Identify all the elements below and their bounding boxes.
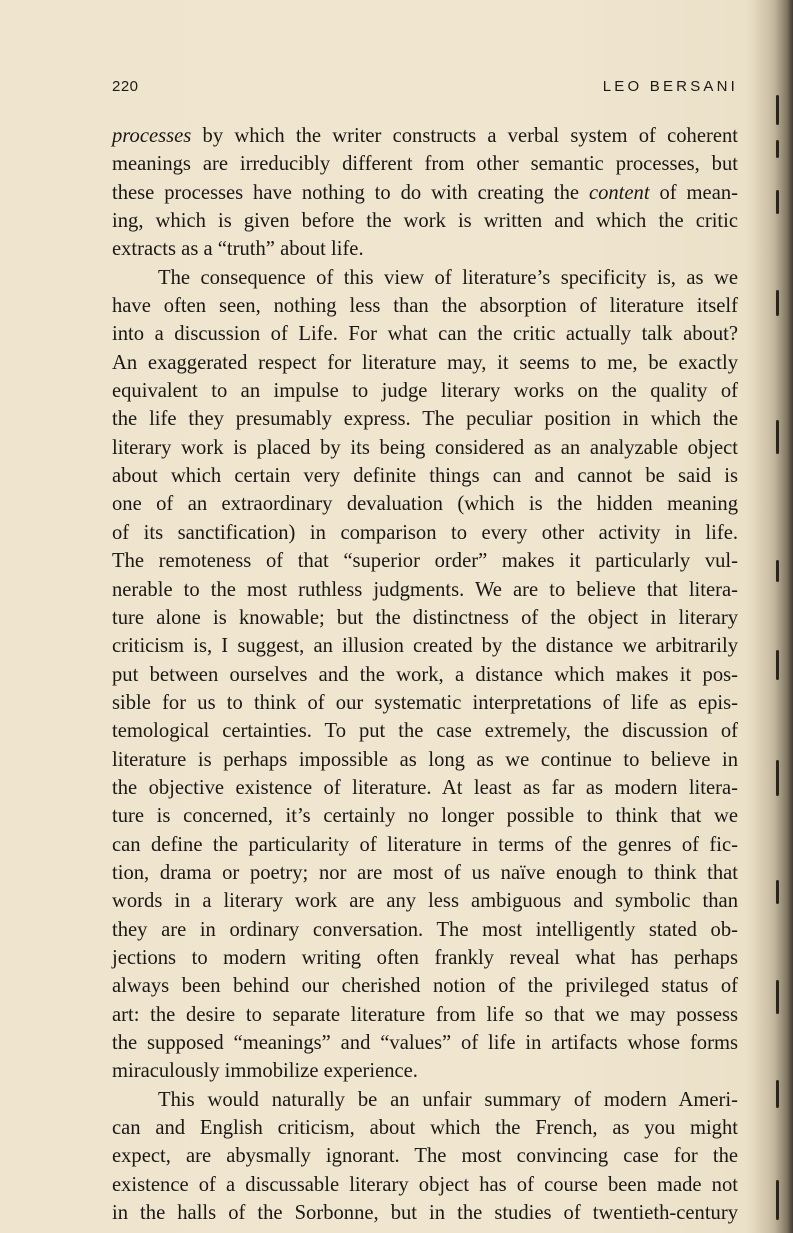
italic-term: processes xyxy=(112,125,192,147)
text-line: The consequence of this view of literature’s specificity is, as we xyxy=(158,266,738,289)
text-line: ing, which is given before the work is written and which the critic xyxy=(112,210,738,233)
running-head: LEO BERSANI xyxy=(602,78,738,95)
text-line: ture is concerned, it’s certainly no longer possible to think that we xyxy=(112,805,738,828)
text-line: always been behind our cherished notion of the privileged status of xyxy=(112,975,738,998)
text-line: the life they presumably express. The peculiar position in which the xyxy=(112,408,738,431)
text-line: sible for us to think of our systematic interpretations of life as epis- xyxy=(112,691,738,714)
text-line: the objective existence of literature. At least as far as modern litera- xyxy=(112,776,738,799)
text-line: equivalent to an impulse to judge literary works on the quality of xyxy=(112,380,738,403)
text-line: meanings are irreducibly different from other semantic processes, but xyxy=(112,153,738,176)
text-line: temological certainties. To put the case extremely, the discussion of xyxy=(112,720,738,743)
text-line: have often seen, nothing less than the absorption of literature itself xyxy=(112,295,738,318)
text-line: literary work is placed by its being considered as an analyzable object xyxy=(112,436,738,459)
text-line: This would naturally be an unfair summary of modern Ameri- xyxy=(158,1088,738,1111)
text-line: tion, drama or poetry; nor are most of us naïve enough to think that xyxy=(112,861,738,884)
text-line: processes by which the writer constructs a verbal system of coherent xyxy=(112,125,738,147)
text-line: can define the particularity of literature in terms of the genres of fic- xyxy=(112,833,738,856)
text-line: miraculously immobilize experience. xyxy=(112,1060,418,1083)
text-line: of its sanctification) in comparison to every other activity in life. xyxy=(112,521,738,544)
text-line: the supposed “meanings” and “values” of life in artifacts whose forms xyxy=(112,1032,738,1054)
text-line: The remoteness of that “superior order” makes it particularly vul- xyxy=(112,550,738,573)
text-line: these processes have nothing to do with creating the content of mean- xyxy=(112,181,738,204)
text-line: literature is perhaps impossible as long as we continue to believe in xyxy=(112,748,738,771)
text-line: about which certain very definite things can and cannot be said is xyxy=(112,465,738,488)
text-line: nerable to the most ruthless judgments. We are to believe that litera- xyxy=(112,578,738,601)
text-line: existence of a discussable literary object has of course been made not xyxy=(112,1173,738,1196)
text-line: put between ourselves and the work, a distance which makes it pos- xyxy=(112,663,738,686)
page-edge-shadow xyxy=(753,0,793,1233)
text-line: they are in ordinary conversation. The most intelligently stated ob- xyxy=(112,918,738,941)
text-line: jections to modern writing often frankly reveal what has perhaps xyxy=(112,946,738,969)
text-line: one of an extraordinary devaluation (which is the hidden meaning xyxy=(112,493,738,516)
text-line: An exaggerated respect for literature may, it seems to me, be exactly xyxy=(112,351,738,374)
text-line: can and English criticism, about which the French, as you might xyxy=(112,1117,738,1140)
text-line: into a discussion of Life. For what can the critic actually talk about? xyxy=(112,323,738,346)
text-line: words in a literary work are any less ambiguous and symbolic than xyxy=(112,890,738,913)
text-line: in the halls of the Sorbonne, but in the studies of twentieth-century xyxy=(112,1202,738,1225)
text-line: criticism is, I suggest, an illusion created by the distance we arbitrarily xyxy=(112,635,738,658)
text-line: expect, are abysmally ignorant. The most convincing case for the xyxy=(112,1145,738,1168)
page-number: 220 xyxy=(112,78,139,95)
text-line: extracts as a “truth” about life. xyxy=(112,238,364,261)
body-text xyxy=(112,122,738,1227)
italic-term: content xyxy=(588,181,650,204)
text-line: ture alone is knowable; but the distinctness of the object in literary xyxy=(112,606,738,629)
page-header xyxy=(112,78,738,100)
text-line: art: the desire to separate literature from life so that we may possess xyxy=(112,1003,738,1026)
